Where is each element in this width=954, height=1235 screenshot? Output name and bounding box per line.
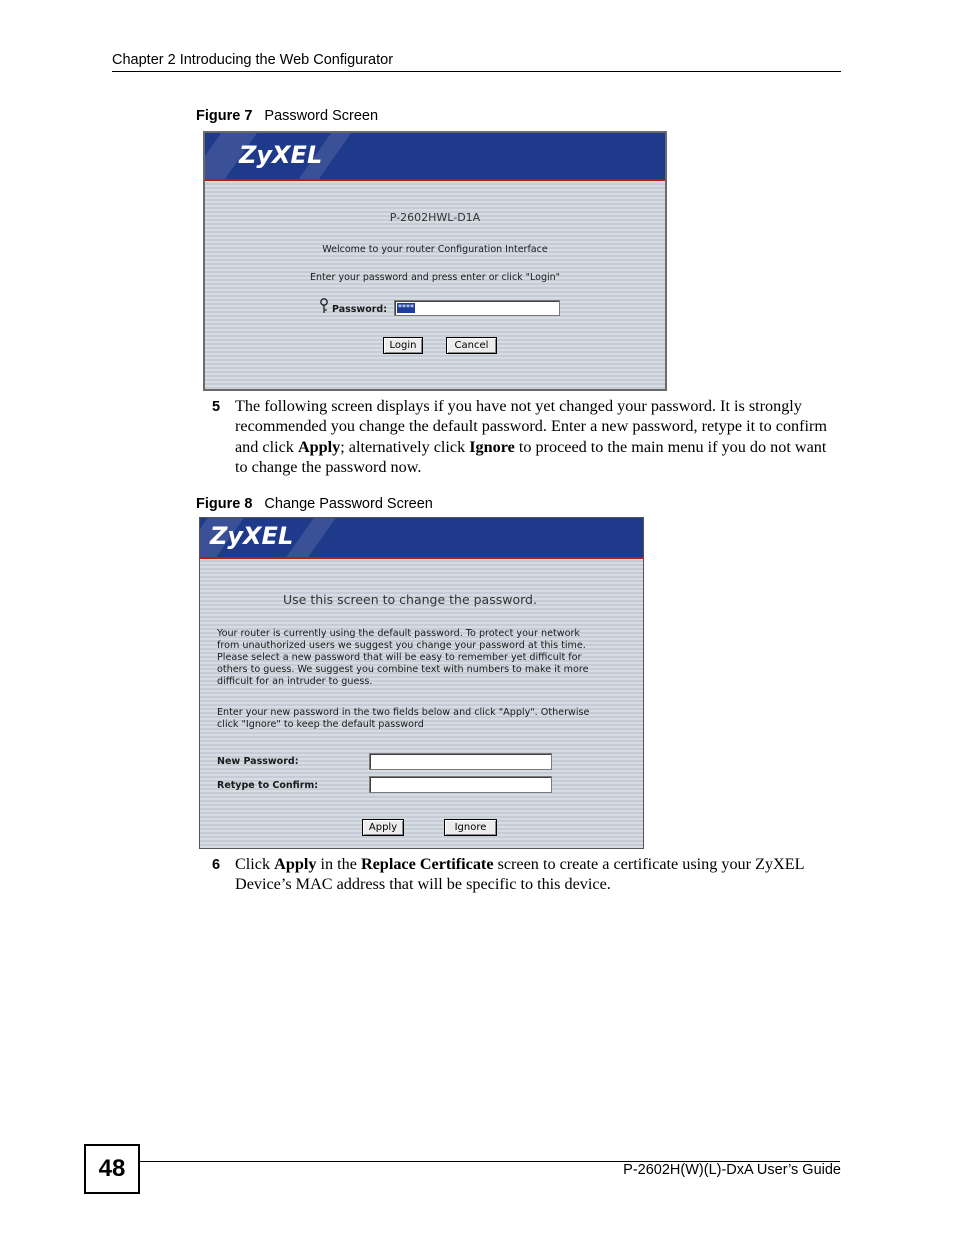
login-button[interactable]: Login [383, 337, 423, 354]
warning-line-2: from unauthorized users we suggest you change your password at this time. [217, 640, 586, 652]
running-header: Chapter 2 Introducing the Web Configurator [112, 52, 394, 68]
password-label: Password: [332, 304, 388, 315]
warning-line-1: Your router is currently using the default password. To protect your network [217, 628, 580, 639]
apply-button[interactable]: Apply [362, 819, 404, 836]
step5-text-c: to proceed to the main menu if you do not want to change the password now. [235, 437, 827, 476]
figure8-label: Figure 8 [196, 496, 253, 512]
default-password-warning [217, 628, 589, 688]
guide-title: P-2602H(W)(L)-DxA User’s Guide [623, 1162, 841, 1178]
change-password-heading: Use this screen to change the password. [283, 592, 537, 607]
step5-apply: Apply [297, 437, 341, 456]
warning-line-3: Please select a new password that will be easy to remember yet difficult for [217, 652, 582, 664]
welcome-text: Welcome to your router Configuration Interface [322, 244, 548, 255]
change-password-screen [199, 517, 644, 849]
ignore-button[interactable]: Ignore [444, 819, 497, 836]
key-icon [319, 298, 329, 318]
new-password-label: New Password: [217, 756, 299, 767]
instruction-line-2: click "Ignore" to keep the default password [217, 719, 424, 731]
warning-line-4: others to guess. We suggest you combine text with numbers to make it more [217, 664, 589, 676]
instruction-line-1: Enter your new password in the two fields below and click "Apply". Otherwise [217, 707, 590, 718]
retype-password-input[interactable] [369, 776, 552, 793]
model-name: P-2602HWL-D1A [389, 211, 481, 224]
password-screen [203, 131, 667, 391]
step6-number: 6 [212, 857, 221, 873]
change-instructions [217, 707, 589, 731]
step6-text-c: screen to create a certificate using your ZyXEL Device’s MAC address that will be specific to this device. [235, 855, 804, 894]
password-input[interactable] [394, 300, 560, 316]
step6-text [235, 854, 841, 895]
step6-text-b: in the [316, 855, 361, 873]
step6-replace-certificate: Replace Certificate [360, 855, 494, 873]
page-number: 48 [84, 1144, 140, 1194]
step5-text-b: ; alternatively click [340, 437, 470, 456]
new-password-input[interactable] [369, 753, 552, 770]
warning-line-5: difficult for an intruder to guess. [217, 676, 373, 688]
retype-password-label: Retype to Confirm: [217, 780, 319, 791]
figure8-title: Change Password Screen [264, 496, 433, 512]
figure7-title: Password Screen [264, 108, 379, 124]
login-instruction: Enter your password and press enter or click "Login" [309, 272, 561, 283]
zyxel-logo-2: ZyXEL [210, 522, 294, 550]
step5-ignore: Ignore [469, 437, 515, 456]
step5-text [235, 396, 841, 477]
header-rule [112, 71, 841, 72]
step5-text-a: The following screen displays if you have not yet changed your password. It is strongly recommended you change the default password. Enter a new password, retype it to confirm and click [235, 397, 827, 456]
cancel-button[interactable]: Cancel [446, 337, 497, 354]
step6-text-a: Click [235, 855, 275, 873]
zyxel-banner [205, 133, 665, 181]
step6-apply: Apply [274, 855, 317, 873]
step5-number: 5 [212, 399, 221, 415]
zyxel-logo: ZyXEL [239, 141, 323, 169]
figure7-caption [196, 108, 378, 124]
figure7-label: Figure 7 [196, 108, 253, 124]
password-value: **** [398, 303, 414, 312]
figure8-caption [196, 496, 433, 512]
zyxel-banner-2 [200, 518, 643, 559]
